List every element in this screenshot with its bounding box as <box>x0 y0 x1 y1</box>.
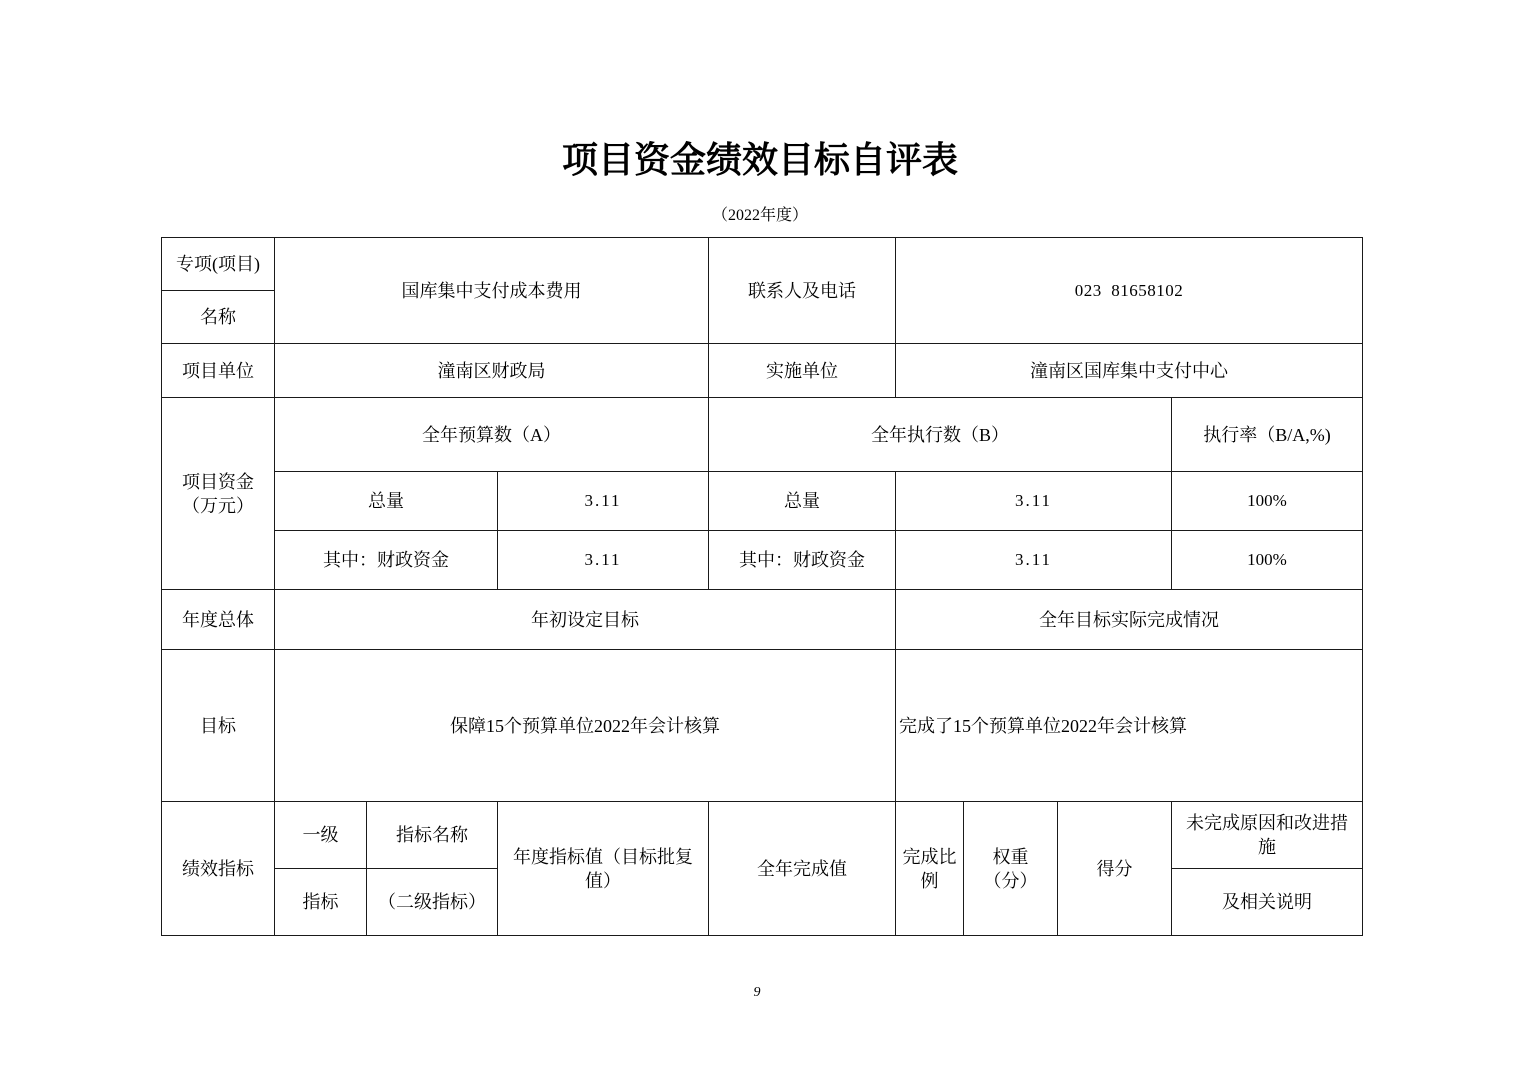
score-header: 得分 <box>1058 802 1172 936</box>
project-unit-value: 潼南区财政局 <box>275 344 709 398</box>
annual-overall-label: 年度总体 <box>162 590 275 650</box>
unmet-reason-header-top: 未完成原因和改进措施 <box>1172 802 1363 869</box>
project-funds-label-line2: （万元） <box>182 495 254 516</box>
total-budget-value: 3.11 <box>498 472 709 531</box>
self-evaluation-table <box>161 237 1363 936</box>
initial-target-text: 保障15个预算单位2022年会计核算 <box>275 650 896 802</box>
weight-header: 权重（分） <box>964 802 1058 936</box>
page-number: 9 <box>753 985 761 1000</box>
total-executed-label: 总量 <box>709 472 896 531</box>
annual-executed-header: 全年执行数（B） <box>709 398 1172 472</box>
project-name-label-top: 专项(项目) <box>162 238 275 291</box>
project-funds-label-line1: 项目资金 <box>182 471 254 492</box>
execution-rate-header: 执行率（B/A,%) <box>1172 398 1363 472</box>
contact-label: 联系人及电话 <box>709 238 896 344</box>
indicator-name-top: 指标名称 <box>367 802 498 869</box>
indicator-name-bottom: （二级指标） <box>367 869 498 936</box>
contact-phone-value: 023 81658102 <box>896 238 1363 344</box>
actual-completion-text: 完成了15个预算单位2022年会计核算 <box>896 650 1363 802</box>
project-name-label-bottom: 名称 <box>162 291 275 344</box>
level1-indicator-top: 一级 <box>275 802 367 869</box>
total-executed-value: 3.11 <box>896 472 1172 531</box>
project-unit-label: 项目单位 <box>162 344 275 398</box>
annual-target-value-header: 年度指标值（目标批复值） <box>498 802 709 936</box>
document-year-subtitle: （2022年度） <box>711 207 808 224</box>
goal-label: 目标 <box>162 650 275 802</box>
unmet-reason-header-bottom: 及相关说明 <box>1172 869 1363 936</box>
fiscal-execution-rate: 100% <box>1172 531 1363 590</box>
completion-ratio-header: 完成比例 <box>896 802 964 936</box>
implementing-unit-label: 实施单位 <box>709 344 896 398</box>
project-name-value: 国库集中支付成本费用 <box>275 238 709 344</box>
performance-indicators-label: 绩效指标 <box>162 802 275 936</box>
annual-completion-header: 全年完成值 <box>709 802 896 936</box>
fiscal-executed-label: 其中：财政资金 <box>709 531 896 590</box>
total-execution-rate: 100% <box>1172 472 1363 531</box>
document-title: 项目资金绩效目标自评表 <box>561 140 958 180</box>
level1-indicator-bottom: 指标 <box>275 869 367 936</box>
fiscal-budget-value: 3.11 <box>498 531 709 590</box>
annual-budget-header: 全年预算数（A） <box>275 398 709 472</box>
project-funds-label <box>162 398 275 590</box>
implementing-unit-value: 潼南区国库集中支付中心 <box>896 344 1363 398</box>
actual-completion-header: 全年目标实际完成情况 <box>896 590 1363 650</box>
fiscal-executed-value: 3.11 <box>896 531 1172 590</box>
initial-target-header: 年初设定目标 <box>275 590 896 650</box>
fiscal-budget-label: 其中：财政资金 <box>275 531 498 590</box>
total-budget-label: 总量 <box>275 472 498 531</box>
